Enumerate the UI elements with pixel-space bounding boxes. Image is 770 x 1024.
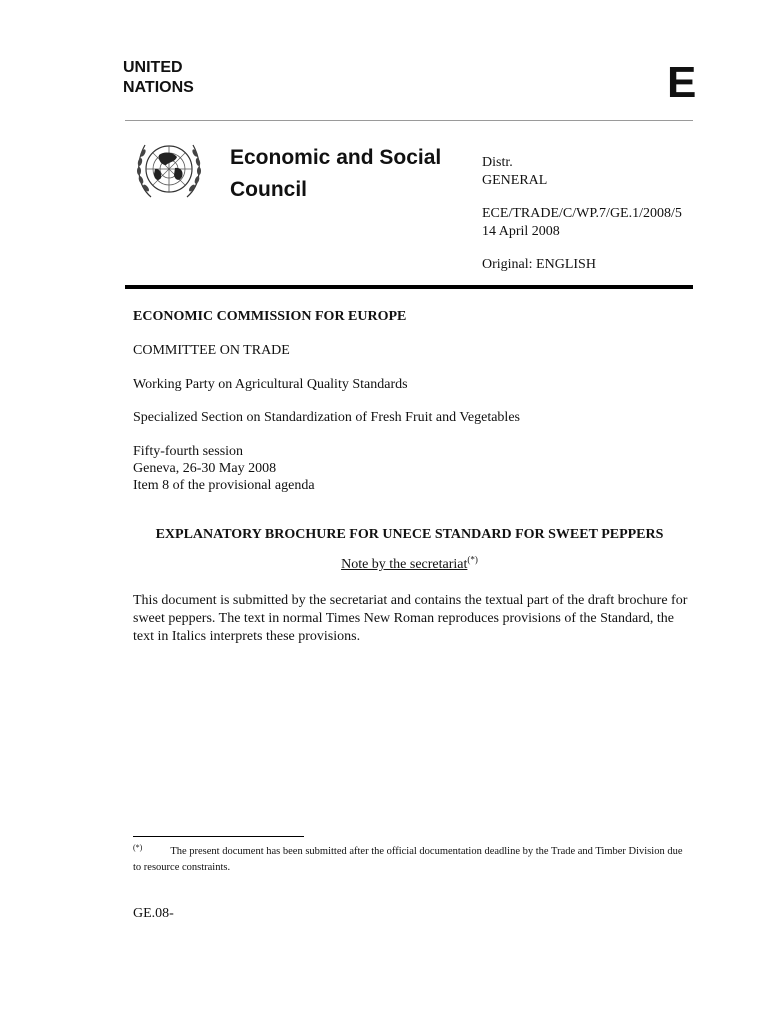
footnote-reference[interactable]: (*) — [467, 554, 478, 565]
document-date: 14 April 2008 — [482, 224, 560, 239]
note-line — [133, 554, 686, 573]
note-by-secretariat: Note by the secretariat — [341, 557, 468, 572]
intro-paragraph: This document is submitted by the secretariat and contains the textual part of the draft brochure for sweet peppers. The text in normal Times New Roman reproduces provisions of the Standard, the text in Italics interprets these provisions. — [133, 593, 688, 644]
un-name — [123, 58, 194, 98]
language-letter: E — [667, 58, 697, 107]
un-name-line2: NATIONS — [123, 79, 194, 96]
header-thick-rule — [125, 285, 693, 289]
original-language: Original: ENGLISH — [482, 257, 596, 272]
footnote-text: The present document has been submitted after the official documentation deadline by the Trade and Timber Division due to resource constraints. — [133, 846, 683, 873]
session-place-date: Geneva, 26-30 May 2008 — [133, 461, 277, 476]
footnote-mark: (*) — [133, 842, 143, 852]
footnote-separator — [133, 836, 304, 837]
commission-heading: ECONOMIC COMMISSION FOR EUROPE — [133, 309, 407, 324]
distribution-type: GENERAL — [482, 173, 548, 188]
header-divider — [125, 120, 693, 121]
un-name-line1: UNITED — [123, 59, 183, 76]
section-name: Specialized Section on Standardization of Fresh Fruit and Vegetables — [133, 410, 520, 425]
committee-name: COMMITTEE ON TRADE — [133, 343, 290, 358]
distribution-label: Distr. — [482, 155, 513, 170]
agenda-item: Item 8 of the provisional agenda — [133, 478, 315, 493]
session-label: Fifty-fourth session — [133, 444, 244, 459]
council-name-line1: Economic and Social — [230, 146, 442, 169]
job-number: GE.08- — [133, 906, 174, 921]
council-name-line2: Council — [230, 178, 307, 201]
footnote — [133, 844, 693, 876]
council-name — [230, 142, 441, 206]
document-symbol: ECE/TRADE/C/WP.7/GE.1/2008/5 — [482, 206, 682, 221]
un-emblem-icon — [131, 135, 207, 203]
document-title: EXPLANATORY BROCHURE FOR UNECE STANDARD FOR SWEET PEPPERS — [155, 527, 664, 542]
working-party-name: Working Party on Agricultural Quality Standards — [133, 377, 408, 392]
